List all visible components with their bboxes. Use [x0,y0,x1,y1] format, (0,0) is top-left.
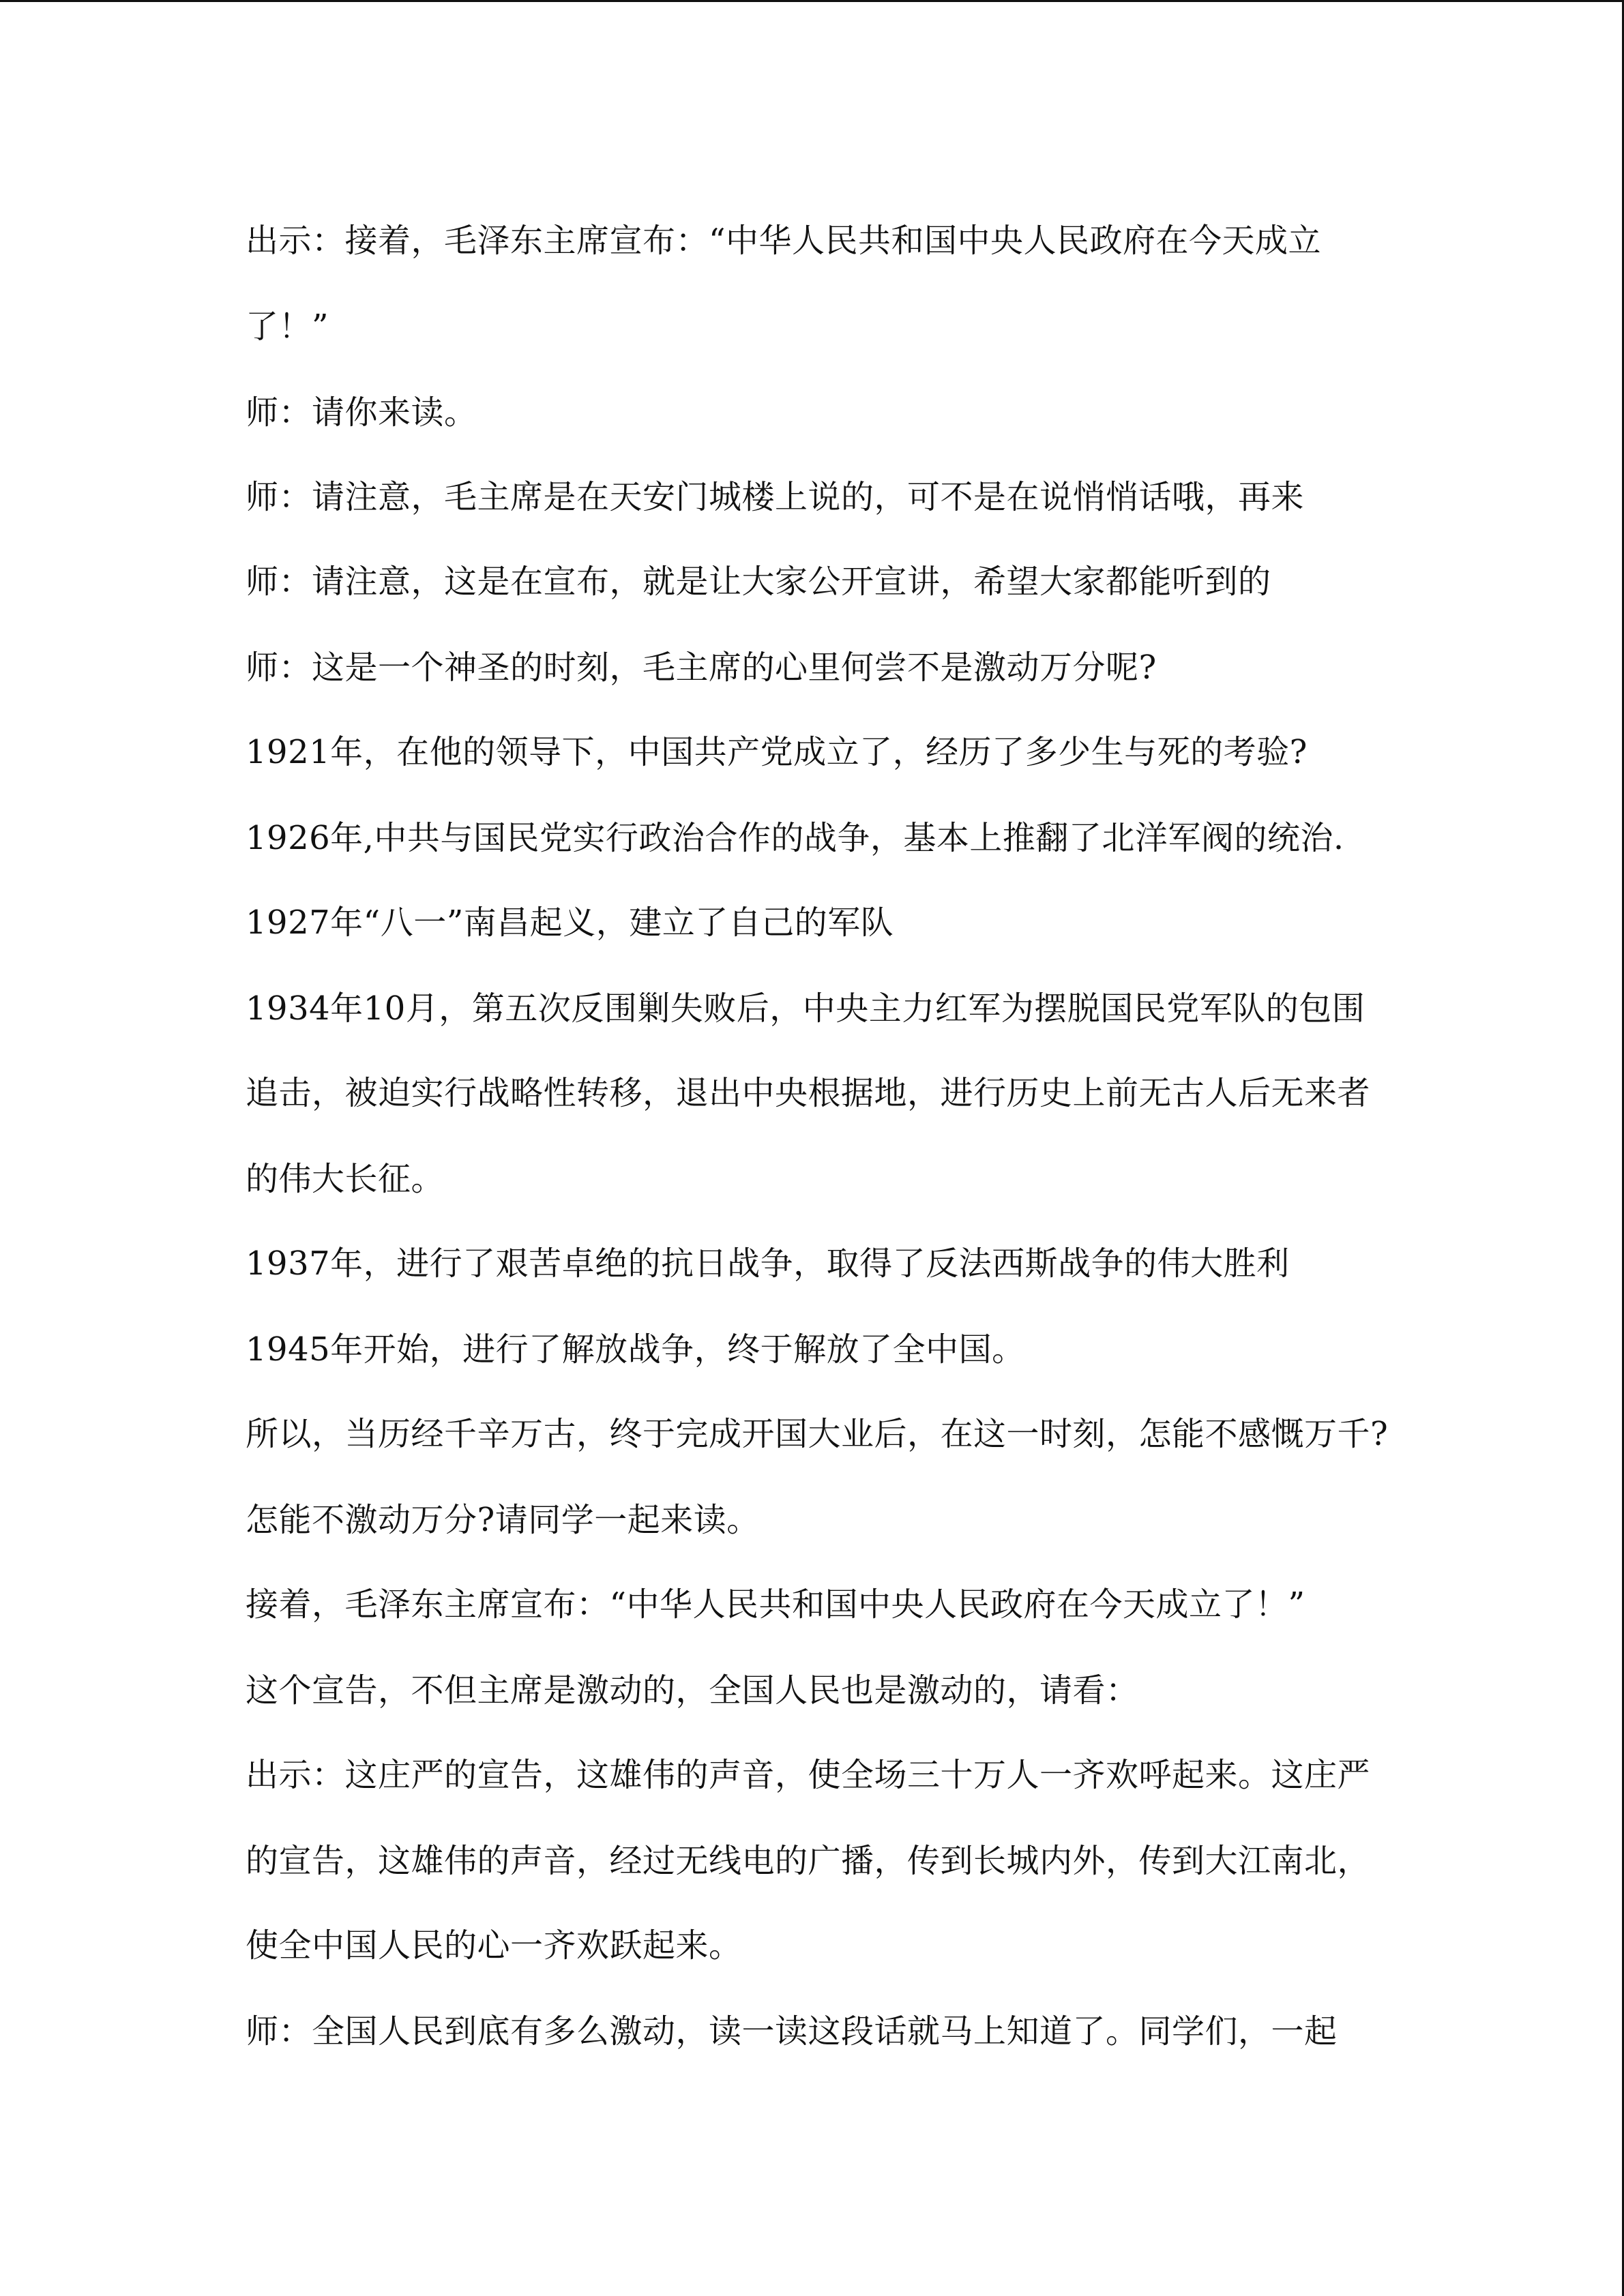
text-line: 了！” [246,308,329,346]
text-line: 出示：接着，毛泽东主席宣布：“中华人民共和国中央人民政府在今天成立 [246,222,1322,260]
text-line: 1926年,中共与国民党实行政治合作的战争，基本上推翻了北洋军阀的统治. [246,819,1344,857]
text-line: 追击，被迫实行战略性转移，退出中央根据地，进行历史上前无古人后无来者 [246,1074,1371,1112]
text-line: 所以，当历经千辛万古，终于完成开国大业后，在这一时刻，怎能不感慨万千? [246,1415,1389,1453]
text-line: 怎能不激动万分?请同学一起来读。 [246,1501,760,1539]
text-line: 师：这是一个神圣的时刻，毛主席的心里何尝不是激动万分呢? [246,648,1157,687]
text-line: 师：请注意，毛主席是在天安门城楼上说的，可不是在说悄悄话哦，再来 [246,478,1305,516]
text-line: 1945年开始，进行了解放战争，终于解放了全中国。 [246,1330,1025,1369]
text-line: 1934年10月，第五次反围剿失败后，中央主力红军为摆脱国民党军队的包围 [246,989,1365,1028]
text-line: 1921年，在他的领导下，中国共产党成立了，经历了多少生与死的考验? [246,733,1308,771]
text-line: 的伟大长征。 [246,1160,445,1198]
text-line: 1927年“八一”南昌起义，建立了自己的军队 [246,904,894,942]
text-line: 接着，毛泽东主席宣布：“中华人民共和国中央人民政府在今天成立了！” [246,1585,1305,1624]
text-line: 这个宣告，不但主席是激动的，全国人民也是激动的，请看： [246,1671,1139,1710]
text-line: 使全中国人民的心一齐欢跃起来。 [246,1926,742,1965]
text-line: 师：请注意，这是在宣布，就是让大家公开宣讲，希望大家都能听到的 [246,563,1271,601]
text-line: 的宣告，这雄伟的声音，经过无线电的广播，传到长城内外，传到大江南北， [246,1842,1371,1880]
text-line: 师：请你来读。 [246,393,477,432]
text-line: 师：全国人民到底有多么激动，读一读这段话就马上知道了。同学们，一起 [246,2012,1338,2051]
text-line: 1937年，进行了艰苦卓绝的抗日战争，取得了反法西斯战争的伟大胜利 [246,1244,1290,1283]
text-line: 出示：这庄严的宣告，这雄伟的声音，使全场三十万人一齐欢呼起来。这庄严 [246,1756,1371,1794]
